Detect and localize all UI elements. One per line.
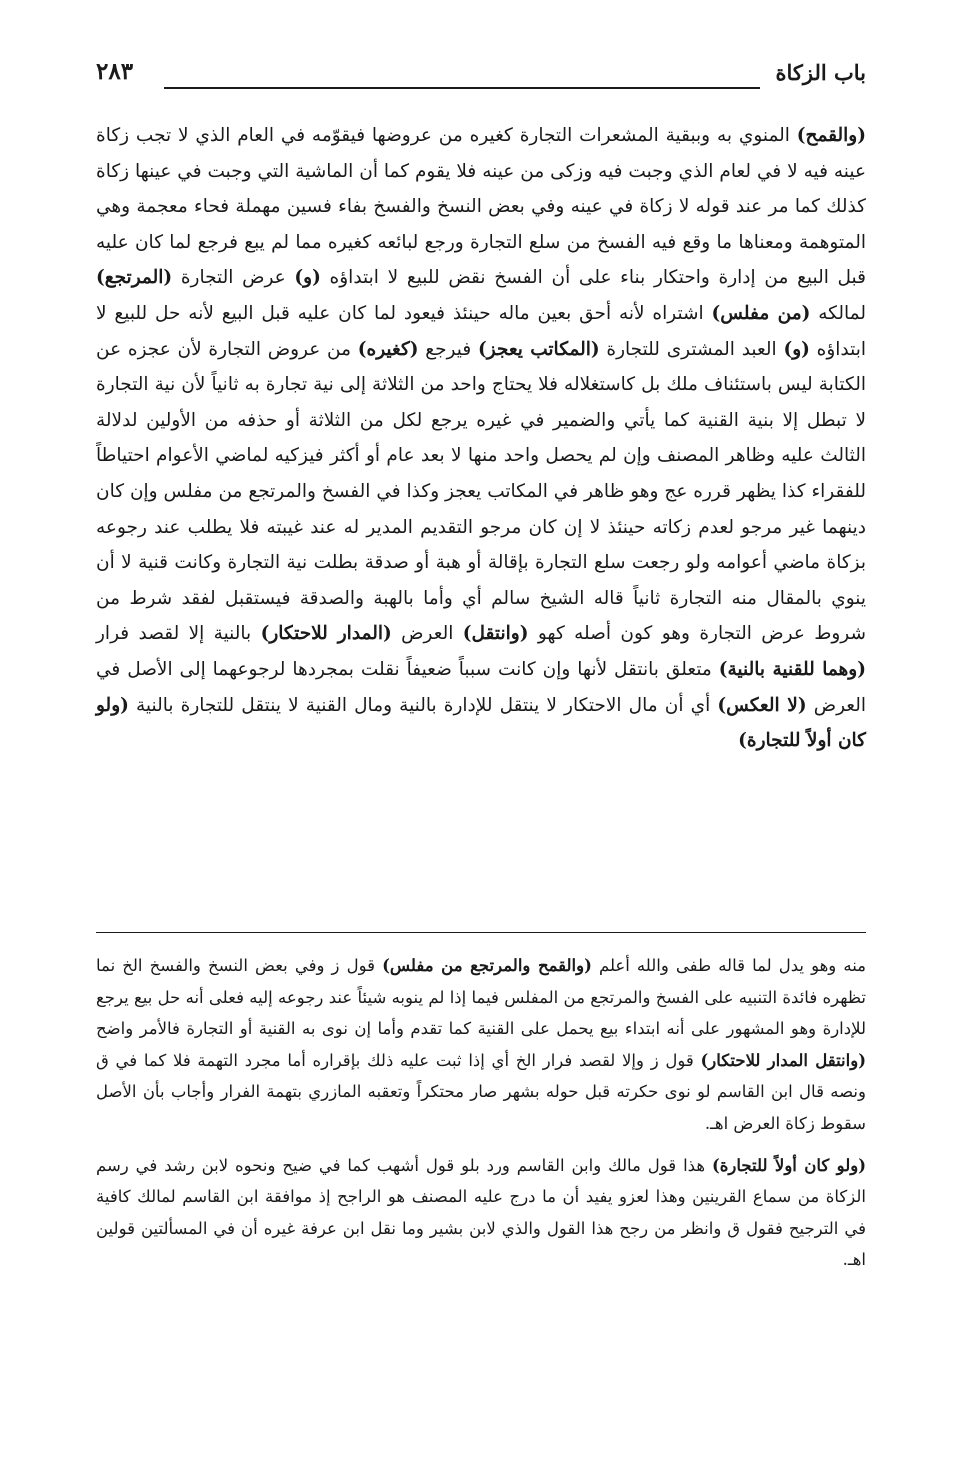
commentary-text: العبد المشترى للتجارة — [599, 338, 784, 360]
commentary-text: المنوي به وببقية المشعرات التجارة كغيره من عروضها فيقوّمه في العام الذي لا تجب زكاة عينه فيه لا في لعام الذي وجبت فيه وزكى من عينه فلا يقوم كما أن الماشية التي وجبت في عينها زكاة كذلك كما مر عند قوله لا زكاة في عينه وفي بعض النسخ والفسخ بفاء فسين مهملة فحاء معجمة وهي المتوهمة ومعناها ما وقع فيه الفسخ من سلع التجارة ورجع لبائعه كغيره مما لم يبع فرجع لما كان عليه قبل البيع من إدارة واحتكار بناء على أن الفسخ نقض للبيع لا ابتداؤه — [96, 125, 866, 289]
matn-term: (و) — [294, 267, 321, 289]
commentary-text: العرض — [391, 623, 463, 645]
footnote-paragraph — [96, 950, 866, 1140]
footnote-term: (ولو كان أولاً للتجارة) — [711, 1155, 867, 1175]
footnote-text: قول ز وفي بعض النسخ والفسخ الخ نما تظهره فائدة التنبيه على الفسخ والمرتجع من المفلس فيما إذا لم ينوبه شيئاً عند رجوعه إليه فعلى أنه حل بيع يرجع للإدارة وهو المشهور على أنه ابتداء بيع يحمل على القنية كما تقدم وأما إن نوى به القنية أو التجارة فالأمر واضح — [96, 956, 866, 1039]
main-text — [96, 118, 866, 759]
header-rule — [164, 87, 760, 89]
matn-term: (والقمح) — [796, 125, 866, 146]
footnote-paragraph — [96, 1150, 866, 1276]
footnote-term: (وانتقل المدار للاحتكار) — [700, 1050, 866, 1070]
footnote-text: هذا قول مالك وابن القاسم ورد بلو قول أشهب كما في ضيح ونحوه لابن رشد في رسم الزكاة من سماع القرينين وهذا لعزو يفيد أن ما درج عليه المصنف هو الراجح إذ موافقة ابن القاسم لمالك كافية في الترجيح فقول ق وانظر من رجح هذا القول والذي لابن بشير وما نقل ابن عرفة غيره أن في المسألتين قولين اهـ. — [96, 1155, 866, 1270]
footnote-separator — [96, 932, 866, 933]
matn-term: (المكاتب يعجز) — [477, 338, 600, 360]
commentary-text: أي أن مال الاحتكار لا ينتقل للإدارة بالنية ومال القنية لا ينتقل للتجارة بالنية — [128, 694, 718, 716]
matn-term: (المرتجع) — [96, 267, 173, 289]
footnote-text: منه وهو يدل لما قاله طفى والله أعلم — [591, 956, 867, 975]
chapter-title: باب الزكاة — [775, 60, 866, 85]
matn-term: (كغيره) — [357, 338, 419, 360]
commentary-text: بالنية إلا لقصد فرار — [96, 623, 261, 645]
matn-term: (لا العكس) — [717, 694, 807, 716]
commentary-text: من عروض التجارة لأن عجزه عن الكتابة ليس باستئناف ملك بل كاستغلاله فلا يحتاج واحد من الثلاثة إلى نية تجارة به ثانياً لأن نية التجارة لا تبطل إلا بنية القنية كما يأتي والضمير في غيره يرجع لكل من الثلاثة أو حذفه من الأولين لدلالة الثالث عليه وظاهر المصنف وإن لم يحصل واحد منها لا بعد عام أو أكثر فيزكيه لماضي الأعوام احتياطاً للفقراء كذا يظهر قرره عج وهو ظاهر في المكاتب يعجز وكذا في الفسخ والمرتجع من مفلس وإن كان دينهما غير مرجو لعدم زكاته حينئذ لا إن كان مرجو التقديم المدير له عند غيبته فلا يطلب عند رجوعه بزكاة ماضي أعوامه ولو رجعت سلع التجارة بإقالة أو هبة أو صدقة بطلت نية التجارة وكانت قنية لا أن ينوي بالمقال منه التجارة ثانياً قاله الشيخ سالم أي وأما بالهبة والصدقة فيستقبل لفقد شرط من شروط عرض التجارة وهو كون أصله كهو — [96, 338, 867, 645]
matn-term: (و) — [783, 338, 810, 360]
matn-term: (وهما للقنية بالنية) — [718, 658, 866, 680]
main-paragraph — [96, 118, 866, 759]
commentary-text: متعلق بانتقل لأنها وإن كانت سبباً ضعيفاً نقلت بمجردها لرجوعهما إلى الأصل في العرض — [96, 658, 867, 716]
matn-term: (المدار للاحتكار) — [260, 623, 392, 645]
matn-term: (من مفلس) — [711, 302, 811, 324]
commentary-text: عرض التجارة — [172, 267, 295, 289]
page-header — [96, 58, 866, 98]
commentary-text: اشتراه لأنه أحق بعين ماله حينئذ فيعود لما كان عليه قبل البيع لأنه حل للبيع لا ابتداؤه — [96, 302, 867, 360]
footnote-text: قول ز وإلا لقصد فرار الخ أي إذا ثبت عليه ذلك بإقراره أما مجرد التهمة فلا كما في ق ونصه قال ابن القاسم لو نوى حكرته قبل حوله بشهر صار محتكراً وتعقبه المازري بتهمة الفرار وأجاب بأن الأصل سقوط زكاة العرض اهـ. — [96, 1050, 866, 1133]
matn-term: (وانتقل) — [462, 623, 529, 645]
page-number: ٢٨٣ — [96, 58, 134, 85]
footnotes — [96, 950, 866, 1276]
commentary-text: فيرجع — [418, 338, 478, 360]
commentary-text: لمالكه — [810, 302, 867, 324]
matn-term: (ولو كان أولاً للتجارة) — [96, 694, 866, 752]
footnote-term: (والقمح والمرتجع من مفلس) — [382, 956, 592, 975]
